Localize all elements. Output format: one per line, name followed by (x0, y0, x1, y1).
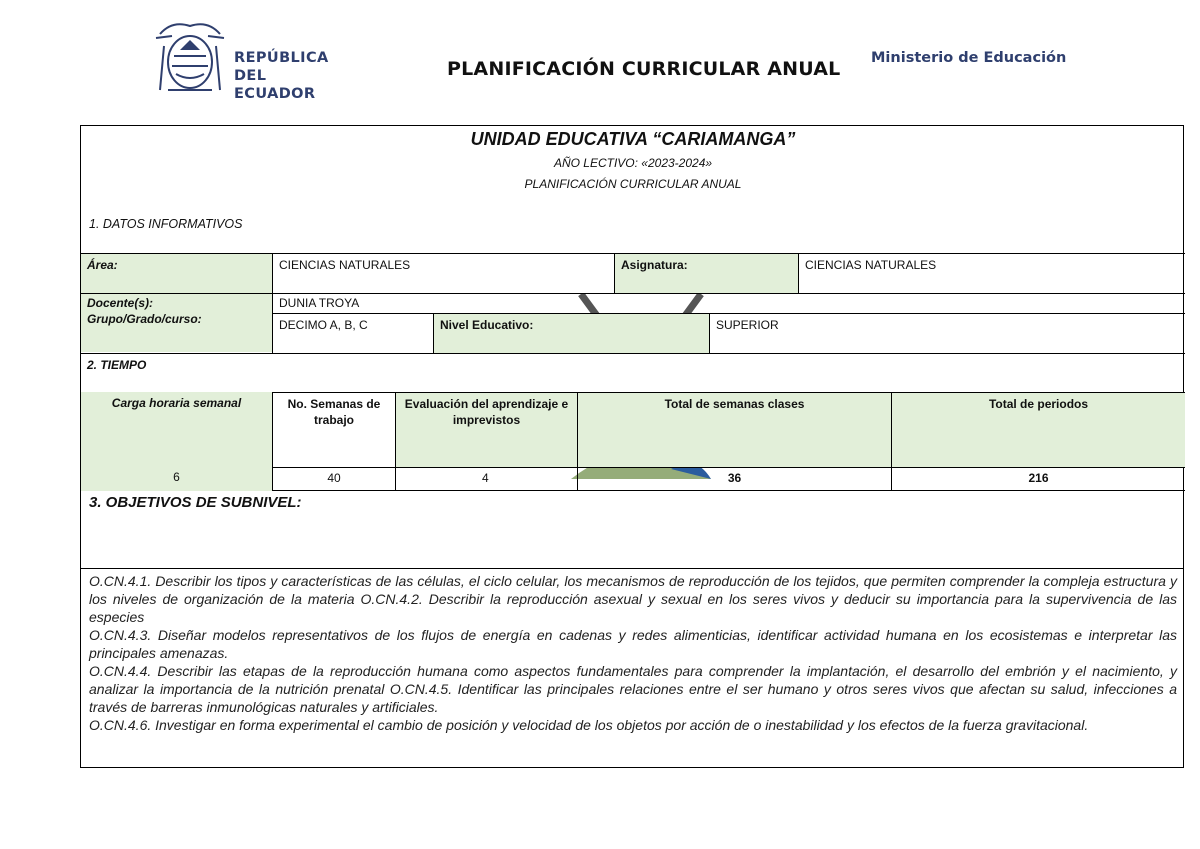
objetivos-divider (81, 568, 1184, 569)
tiempo-header-semanas: No. Semanas de trabajo (272, 392, 395, 467)
asignatura-value: CIENCIAS NATURALES (798, 253, 1185, 293)
planning-document (80, 125, 1184, 768)
grupo-label: Grupo/Grado/curso: (81, 310, 272, 352)
tiempo-value-total-semanas: 36 (577, 467, 891, 491)
area-value: CIENCIAS NATURALES (272, 253, 614, 293)
logo-line-1: REPÚBLICA (234, 50, 329, 66)
tiempo-value-semanas: 40 (272, 467, 395, 491)
tiempo-value-total-periodos: 216 (891, 467, 1185, 491)
asignatura-label: Asignatura: (614, 253, 798, 293)
tiempo-header-total-semanas: Total de semanas clases (577, 392, 891, 467)
school-name: UNIDAD EDUCATIVA “CARIAMANGA” (470, 129, 796, 149)
logo-text (234, 49, 350, 103)
ministry-name: Ministerio de Educación (871, 50, 1067, 66)
section-tiempo: 2. TIEMPO (81, 353, 1185, 391)
docente-value: DUNIA TROYA (272, 293, 1185, 313)
section-datos-informativos: 1. DATOS INFORMATIVOS (89, 217, 243, 231)
tiempo-header-total-periodos: Total de periodos (891, 392, 1185, 467)
ecuador-coat-of-arms-icon (150, 16, 230, 98)
objetivo-paragraph: O.CN.4.3. Diseñar modelos representativos de los flujos de energía en cadenas y redes alimenticias, identificar actividad humana en los ecosistemas e interpretar las principales amenazas. (89, 627, 1177, 661)
grupo-value: DECIMO A, B, C (272, 313, 433, 353)
docente-label: Docente(s): (81, 293, 272, 313)
nivel-label: Nivel Educativo: (433, 313, 709, 353)
page-header (0, 0, 1200, 120)
objetivos-text (89, 572, 1177, 734)
header-title: PLANIFICACIÓN CURRICULAR ANUAL (447, 58, 841, 80)
objetivos-title: 3. OBJETIVOS DE SUBNIVEL: (89, 494, 302, 511)
nivel-value: SUPERIOR (709, 313, 1185, 353)
republica-ecuador-logo (150, 16, 350, 102)
tiempo-value-evaluacion: 4 (395, 467, 577, 491)
objetivo-paragraph: O.CN.4.1. Describir los tipos y características de las células, el ciclo celular, los mecanismos de reproducción de los tejidos, que permiten comprender la compleja estructura y los niveles de organización de la materia O.CN.4.2. Describir la reproducción asexual y sexual en los seres vivos y deducir su importancia para la supervivencia de las especies (89, 573, 1177, 625)
document-subtitle: PLANIFICACIÓN CURRICULAR ANUAL (524, 177, 742, 191)
objetivo-paragraph: O.CN.4.6. Investigar en forma experimental el cambio de posición y velocidad de los objetos por acción de o inestabilidad y los efectos de la fuerza gravitacional. (89, 717, 1089, 733)
area-label: Área: (81, 253, 272, 293)
school-year: AÑO LECTIVO: «2023-2024» (553, 156, 713, 170)
tiempo-value-carga: 6 (81, 467, 272, 491)
objetivo-paragraph: O.CN.4.4. Describir las etapas de la reproducción humana como aspectos fundamentales para comprender la implantación, el desarrollo del embrión y el nacimiento, y analizar la importancia de la nutrición prenatal O.CN.4.5. Identificar las principales relaciones entre el ser humano y otros seres vivos que afectan su salud, infecciones a través de barreras inmunológicas naturales y artificiales. (89, 663, 1177, 715)
logo-line-2: DEL ECUADOR (234, 68, 316, 102)
tiempo-header-evaluacion: Evaluación del aprendizaje e imprevistos (395, 392, 577, 467)
tiempo-header-carga: Carga horaria semanal (81, 392, 272, 467)
